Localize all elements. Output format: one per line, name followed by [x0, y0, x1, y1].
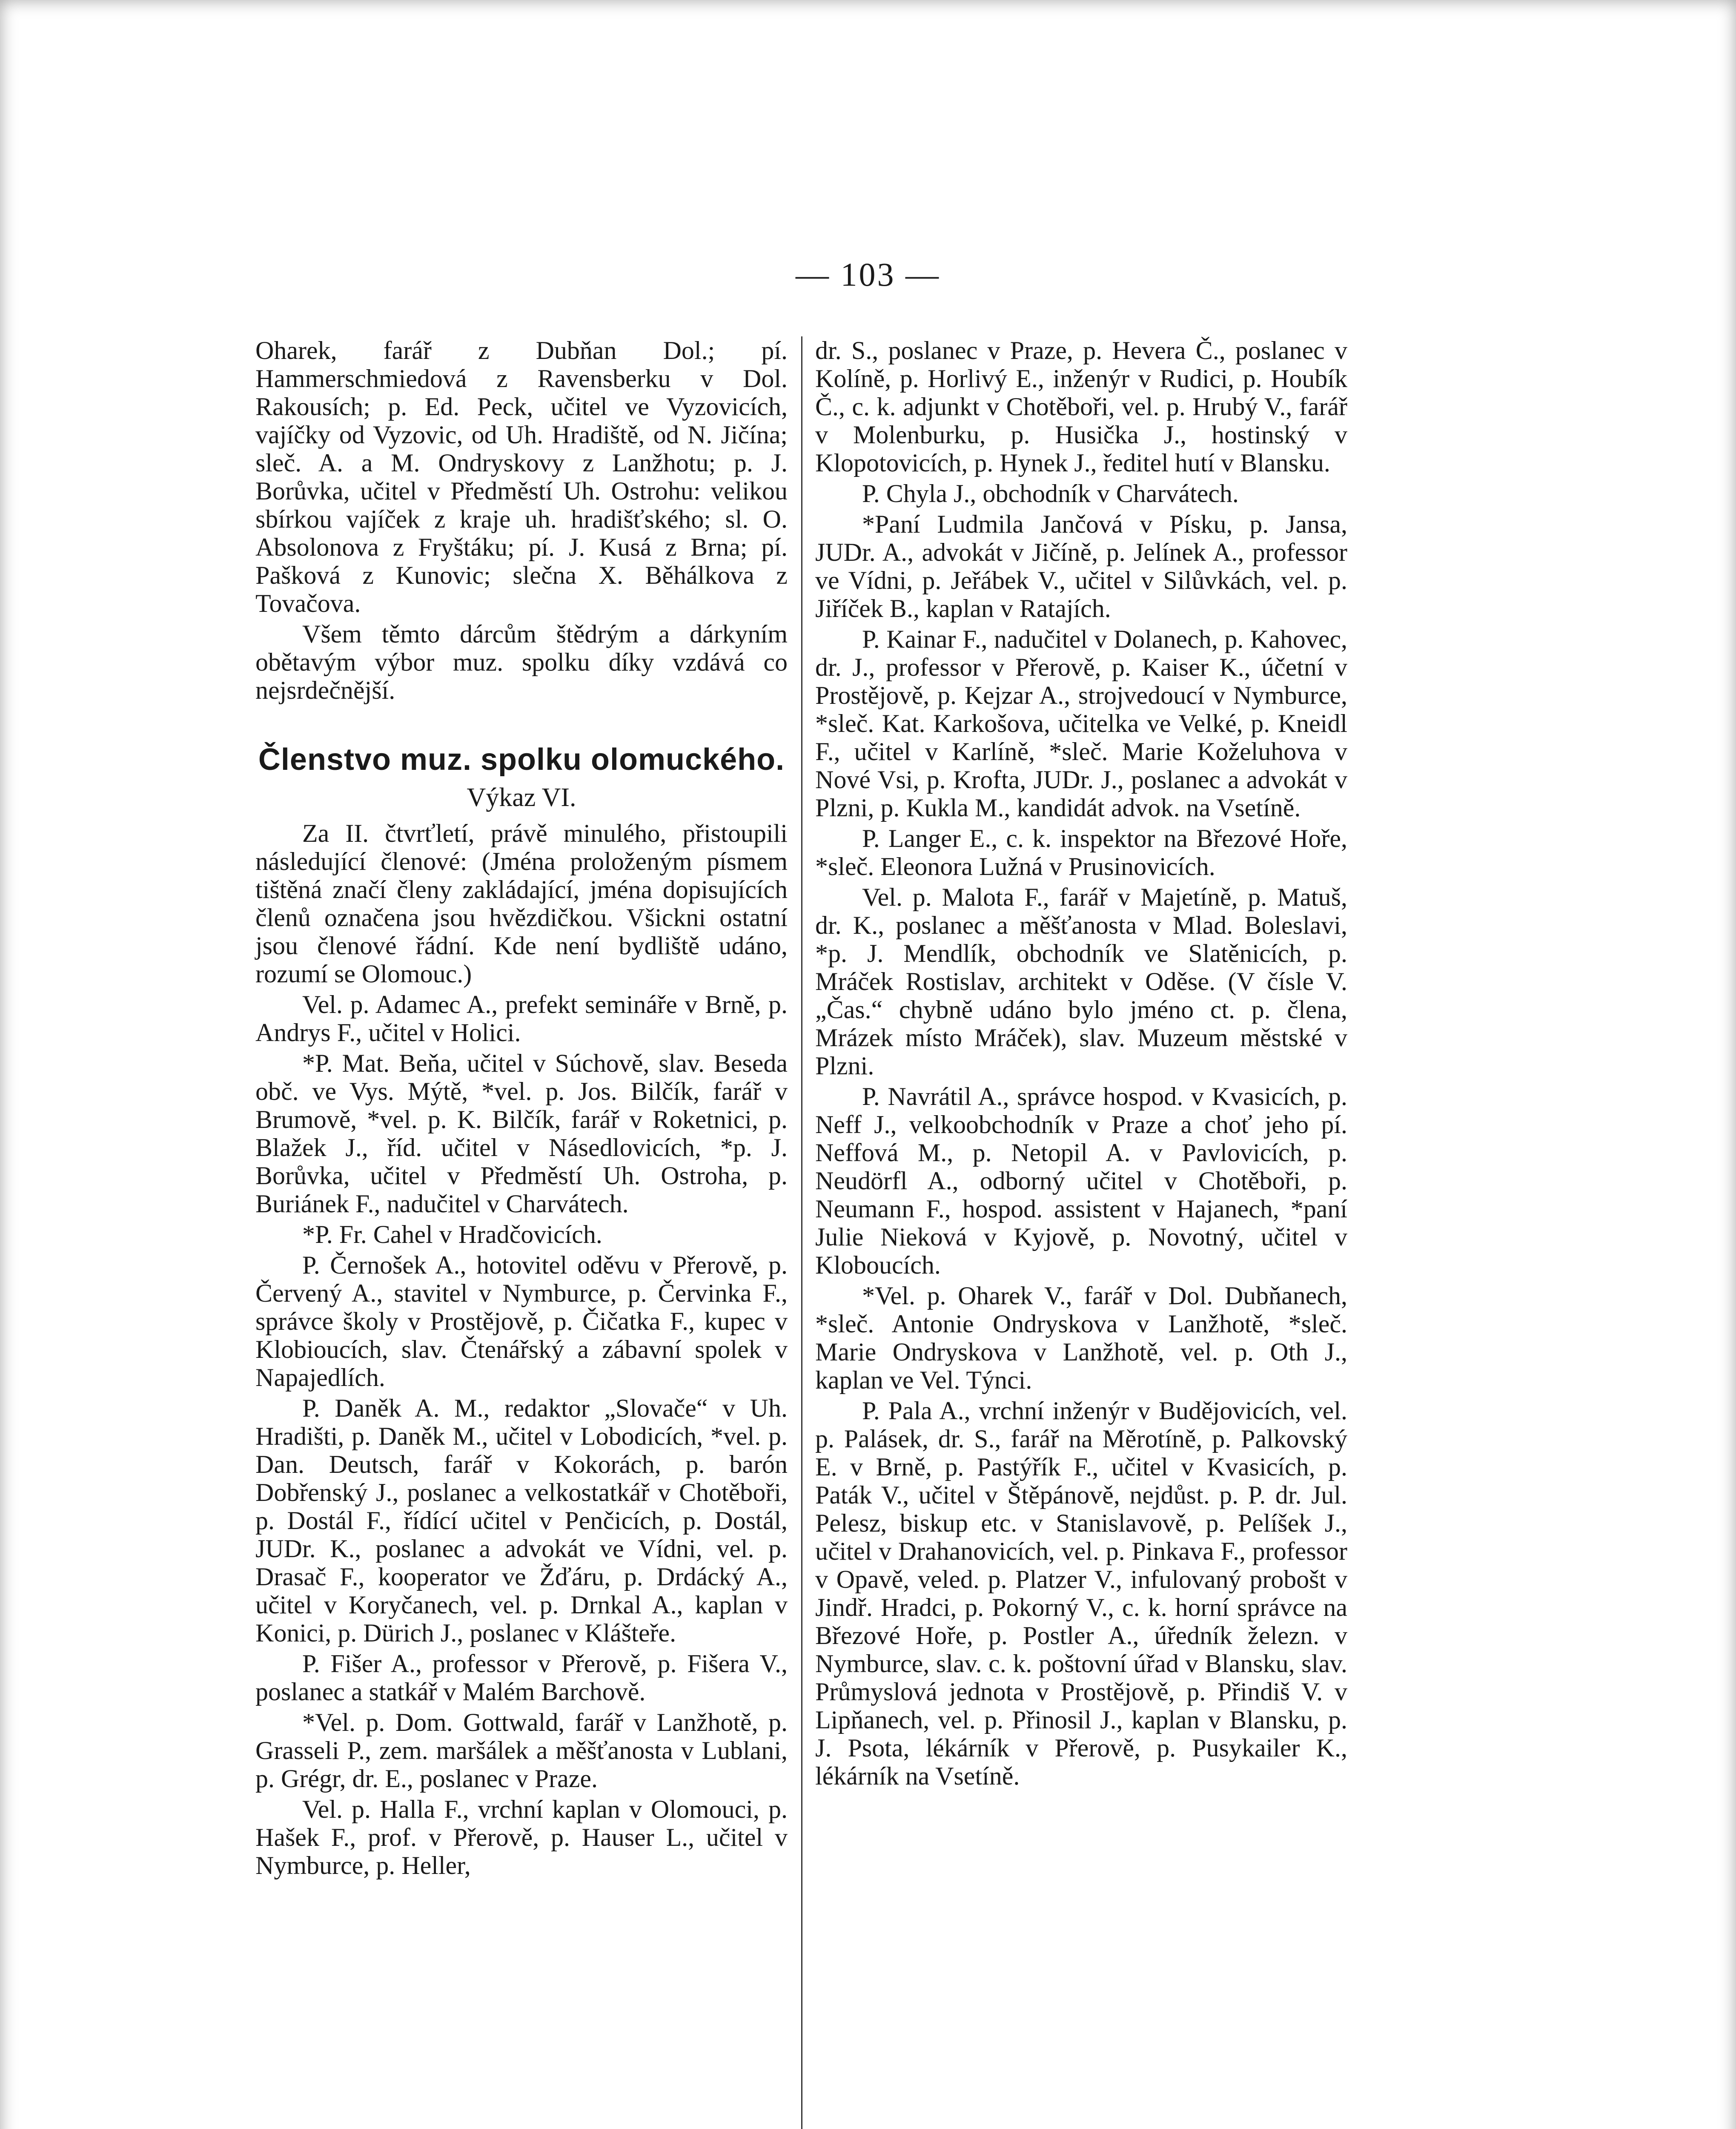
list-paragraph: *P. Mat. Beňa, učitel v Súchově, slav. Beseda obč. ve Vys. Mýtě, *vel. p. Jos. Bilčík, farář v Brumově, *vel. p. K. Bilčík, farář v Roketnici, p. Blažek J., říd. učitel v Násedlovicích, *p. J. Borůvka, učitel v Předměstí Uh. Ostroha, p. Buriánek F., nadučitel v Charvátech.	[255, 1049, 788, 1218]
intro-paragraph: Oharek, farář z Dubňan Dol.; pí. Hammerschmiedová z Ravensberku v Dol. Rakousích; p. Ed. Peck, učitel ve Vyzovicích, vajíčky od Vyzovic, od Uh. Hradiště, od N. Jičína; sleč. A. a M. Ondryskovy z Lanžhotu; p. J. Borůvka, učitel v Předměstí Uh. Ostrohu: velikou sbírkou vajíček z kraje uh. hradišťského; sl. O. Absolonova z Fryštáku; pí. J. Kusá z Brna; pí. Pašková z Kunovic; slečna X. Běhálkova z Tovačova.	[255, 336, 788, 617]
list-paragraph: dr. S., poslanec v Praze, p. Hevera Č., poslanec v Kolíně, p. Horlivý E., inženýr v Rudici, p. Houbík Č., c. k. adjunkt v Chotěboři, vel. p. Hrubý V., farář v Molenburku, p. Husička J., hostinský v Klopotovicích, p. Hynek J., ředitel hutí v Blansku.	[815, 336, 1347, 477]
list-paragraph: P. Navrátil A., správce hospod. v Kvasicích, p. Neff J., velkoobchodník v Praze a choť jeho pí. Neffová M., p. Netopil A. v Pavlovicích, p. Neudörfl A., odborný učitel v Chotěboři, p. Neumann F., hospod. assistent v Hajanech, *paní Julie Nieková v Kyjově, p. Novotný, učitel v Kloboucích.	[815, 1082, 1347, 1279]
list-paragraph: P. Černošek A., hotovitel oděvu v Přerově, p. Červený A., stavitel v Nymburce, p. Červinka F., správce školy v Prostějově, p. Čičatka F., kupec v Klobioucích, slav. Čtenářský a zábavní spolek v Napajedlích.	[255, 1251, 788, 1392]
list-paragraph: Za II. čtvrťletí, právě minulého, přistoupili následující členové: (Jména proloženým písmem tištěná značí členy zakládající, jména dopisujících členů označena jsou hvězdičkou. Všickni ostatní jsou členové řádní. Kde není bydliště udáno, rozumí se Olomouc.)	[255, 819, 788, 988]
page-number: — 103 —	[796, 256, 940, 293]
list-paragraph: P. Daněk A. M., redaktor „Slovače“ v Uh. Hradišti, p. Daněk M., učitel v Lobodicích, *vel. p. Dan. Deutsch, farář v Kokorách, p. barón Dobřenský J., poslanec a velkostatkář v Chotěboři, p. Dostál F., řídící učitel v Penčicích, p. Dostál, JUDr. K., poslanec a advokát ve Vídni, vel. p. Drasač F., kooperator ve Žďáru, p. Drdácký A., učitel v Koryčanech, vel. p. Drnkal A., kaplan v Konici, p. Dürich J., poslanec v Klášteře.	[255, 1394, 788, 1647]
right-column	[815, 336, 1347, 1793]
list-paragraph: Vel. p. Malota F., farář v Majetíně, p. Matuš, dr. K., poslanec a měšťanosta v Mlad. Boleslavi, *p. J. Mendlík, obchodník ve Slatěnicích, p. Mráček Rostislav, architekt v Oděse. (V čísle V. „Čas.“ chybně udáno bylo jméno ct. p. člena, Mrázek místo Mráček), slav. Muzeum městské v Plzni.	[815, 883, 1347, 1080]
list-paragraph: P. Langer E., c. k. inspektor na Březové Hoře, *sleč. Eleonora Lužná v Prusinovicích.	[815, 824, 1347, 881]
list-paragraph: P. Chyla J., obchodník v Charvátech.	[862, 479, 1239, 508]
thanks-paragraph: Všem těmto dárcům štědrým a dárkyním obětavým výbor muz. spolku díky vzdává co nejsrdečnější.	[255, 620, 788, 704]
list-paragraph: P. Kainar F., nadučitel v Dolanech, p. Kahovec, dr. J., professor v Přerově, p. Kaiser K., účetní v Prostějově, p. Kejzar A., strojvedoucí v Nymburce, *sleč. Kat. Karkošova, učitelka ve Velké, p. Kneidl F., učitel v Karlíně, *sleč. Marie Koželuhova v Nové Vsi, p. Krofta, JUDr. J., poslanec a advokát v Plzni, p. Kukla M., kandidát advok. na Vsetíně.	[815, 625, 1347, 822]
list-paragraph: *P. Fr. Cahel v Hradčovicích.	[302, 1220, 602, 1248]
list-paragraph: Vel. p. Adamec A., prefekt semináře v Brně, p. Andrys F., učitel v Holici.	[255, 990, 788, 1047]
section-subheading: Výkaz VI.	[467, 783, 576, 812]
list-paragraph: Vel. p. Halla F., vrchní kaplan v Olomouci, p. Hašek F., prof. v Přerově, p. Hauser L., učitel v Nymburce, p. Heller,	[255, 1795, 788, 1879]
left-column	[255, 336, 788, 1882]
list-paragraph: P. Fišer A., professor v Přerově, p. Fišera V., poslanec a statkář v Malém Barchově.	[255, 1650, 788, 1706]
list-paragraph: *Paní Ludmila Jančová v Písku, p. Jansa, JUDr. A., advokát v Jičíně, p. Jelínek A., professor ve Vídni, p. Jeřábek V., učitel v Silůvkách, vel. p. Jiříček B., kaplan v Ratajích.	[815, 510, 1347, 623]
list-paragraph: *Vel. p. Oharek V., farář v Dol. Dubňanech, *sleč. Antonie Ondryskova v Lanžhotě, *sleč. Marie Ondryskova v Lanžhotě, vel. p. Oth J., kaplan ve Vel. Týnci.	[815, 1282, 1347, 1394]
section-heading: Členstvo muz. spolku olomuckého.	[258, 743, 785, 777]
list-paragraph: *Vel. p. Dom. Gottwald, farář v Lanžhotě, p. Grasseli P., zem. maršálek a měšťanosta v Lublani, p. Grégr, dr. E., poslanec v Praze.	[255, 1708, 788, 1793]
list-paragraph: P. Pala A., vrchní inženýr v Budějovicích, vel. p. Palásek, dr. S., farář na Měrotíně, p. Palkovský E. v Brně, p. Pastýřík F., učitel v Kvasicích, p. Paták V., učitel v Štěpánově, nejdůst. p. P. dr. Jul. Pelesz, biskup etc. v Stanislavově, p. Pelíšek J., učitel v Drahanovicích, vel. p. Pinkava F., professor v Opavě, veled. p. Platzer V., infulovaný probošt v Jindř. Hradci, p. Pokorný V., c. k. horní správce na Březové Hoře, p. Postler A., úředník železn. v Nymburce, slav. c. k. poštovní úřad v Blansku, slav. Průmyslová jednota v Prostějově, p. Přindiš V. v Lipňanech, vel. p. Přinosil J., kaplan v Blansku, p. J. Psota, lékárník v Přerově, p. Pusykailer K., lékárník na Vsetíně.	[815, 1397, 1347, 1790]
column-divider	[801, 336, 802, 2129]
